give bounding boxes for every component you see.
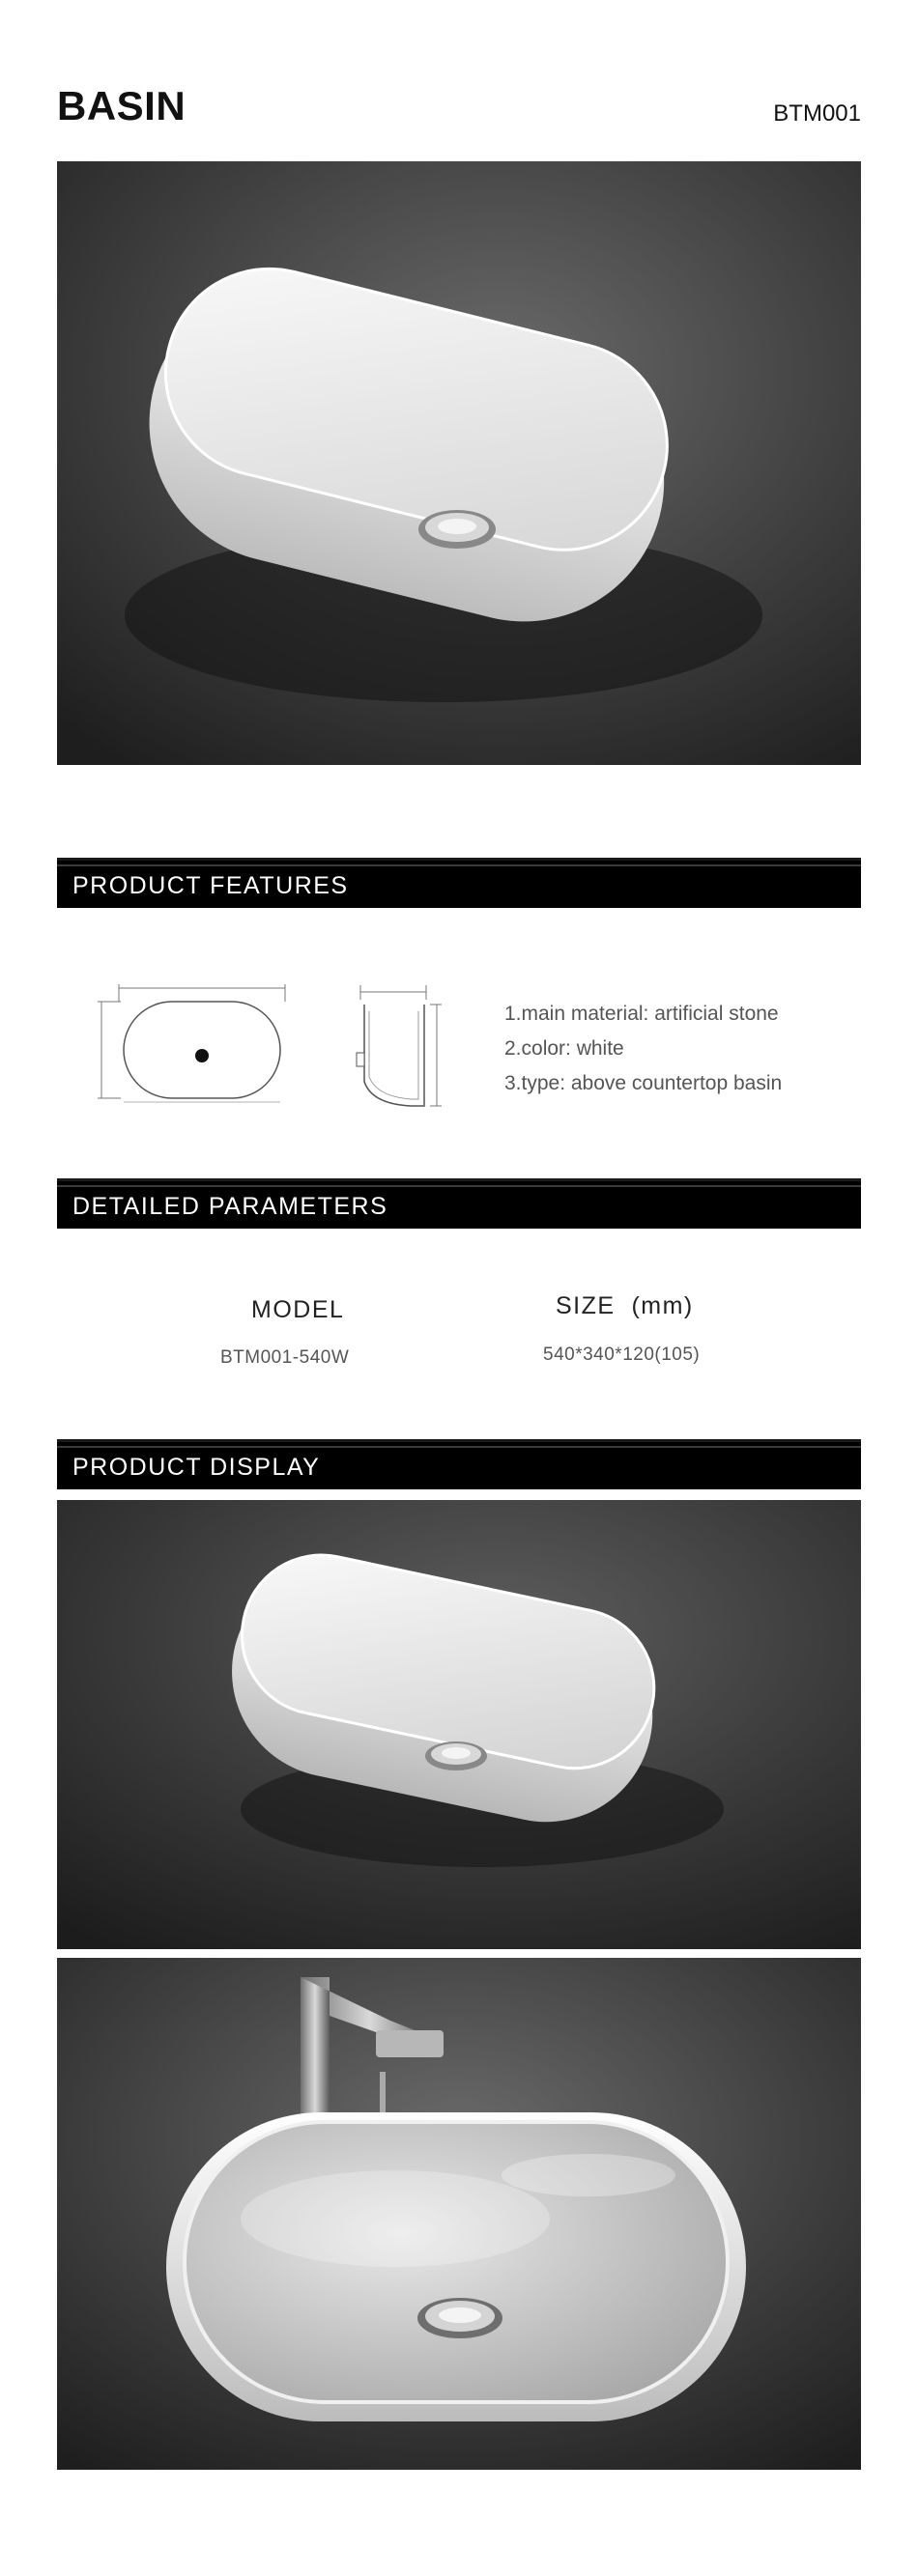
hero-product-photo (57, 161, 861, 765)
section-header-features (57, 858, 861, 908)
technical-drawing (92, 980, 498, 1111)
section-header-parameters (57, 1178, 861, 1229)
page-title: BASIN (57, 83, 186, 128)
section-title: PRODUCT DISPLAY (72, 1454, 321, 1481)
size-column-header: SIZE (mm) (556, 1292, 694, 1319)
display-photo-basin (57, 1500, 861, 1949)
feature-list (504, 997, 782, 1101)
feature-item: 2.color: white (504, 1037, 624, 1060)
model-value: BTM001-540W (220, 1347, 350, 1368)
model-column-header: MODEL (251, 1296, 345, 1323)
feature-item: 3.type: above countertop basin (504, 1072, 783, 1094)
model-code: BTM001 (773, 100, 861, 127)
size-value: 540*340*120(105) (543, 1345, 701, 1365)
section-title: DETAILED PARAMETERS (72, 1193, 388, 1220)
section-header-display (57, 1439, 861, 1489)
feature-item: 1.main material: artificial stone (504, 1003, 779, 1025)
display-photo-with-faucet (57, 1958, 861, 2470)
section-title: PRODUCT FEATURES (72, 872, 349, 899)
